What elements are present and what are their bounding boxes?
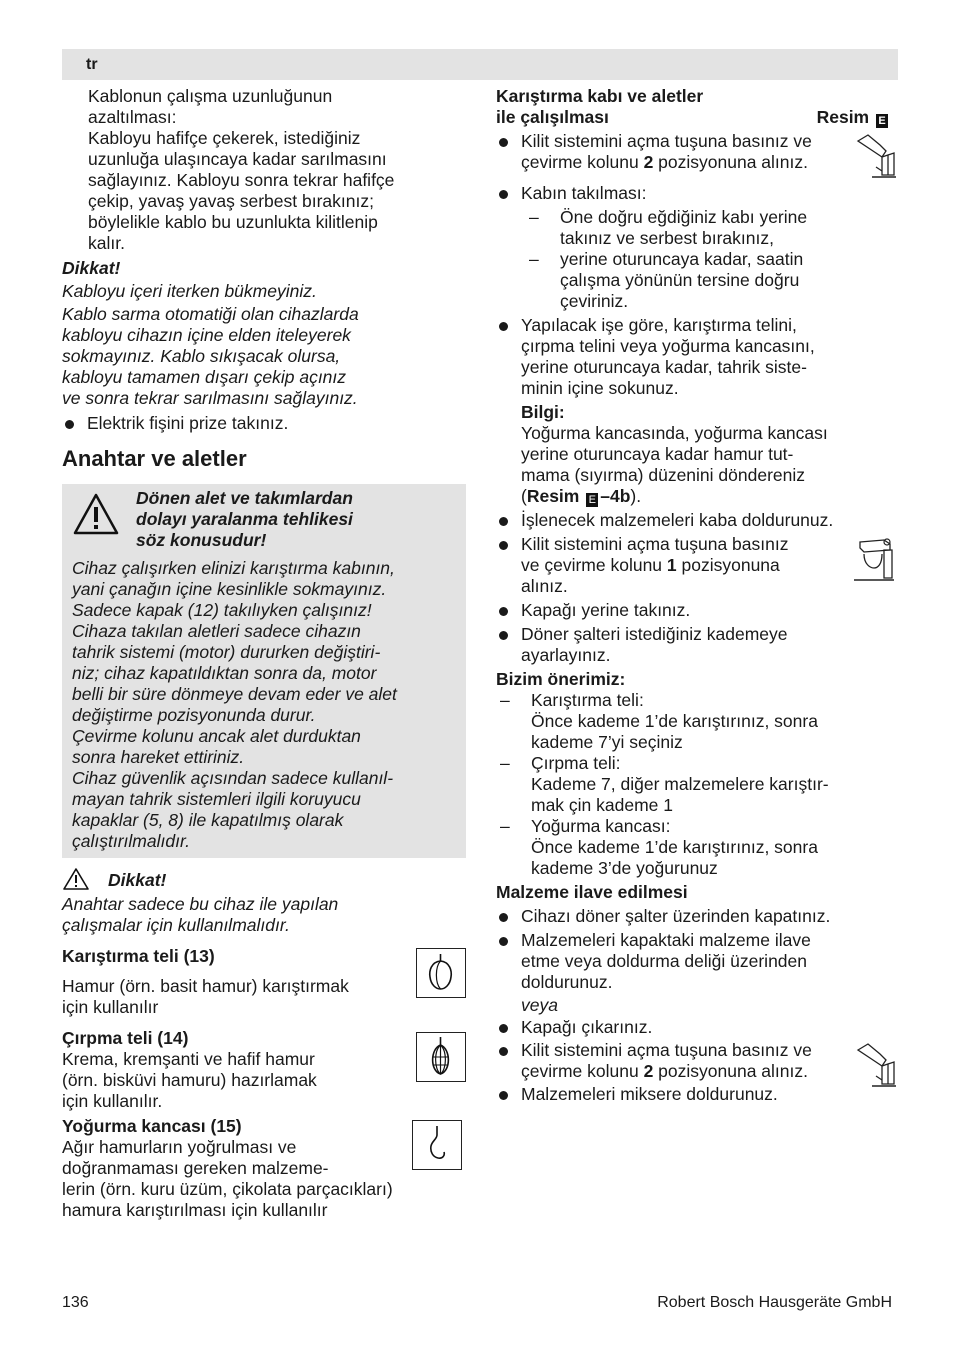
text-line: doğranmaması gereken malzeme-: [62, 1158, 329, 1178]
text-line: Kilit sistemini açma tuşuna basınız ve: [521, 1040, 812, 1060]
text-line: çırpma telini veya yoğurma kancasını,: [521, 336, 815, 356]
recommendation-item: [496, 690, 898, 753]
text-line: kabloyu tamamen dışarı çekip açınız: [62, 367, 347, 387]
text-line: Döner şalteri istediğiniz kademeye: [521, 624, 788, 644]
figure-reference: [817, 107, 898, 128]
text-line: kalır.: [88, 233, 125, 253]
caution-label: Dikkat!: [108, 870, 167, 890]
language-bar: [62, 49, 898, 80]
text-line: – Çırpma teli:: [531, 753, 621, 773]
text-line: Cihaz güvenlik açısından sadece kullanıl-: [72, 768, 394, 788]
text-line: söz konusudur!: [136, 530, 267, 550]
text-line: Krema, kremşanti ve hafif hamur: [62, 1049, 315, 1069]
text-line: çevirme kolunu 2 pozisyonuna alınız.: [521, 1061, 808, 1081]
figure-reference: (Resim E –4b).: [521, 486, 642, 506]
text-line: Kabloyu hafifçe çekerek, istediğiniz: [88, 128, 361, 148]
list-item: Kabın takılması:: [496, 183, 898, 204]
tool-beating-whisk: [62, 1028, 466, 1112]
text-line: çalışmalar için kullanılmalıdır.: [62, 915, 290, 935]
figure-label: Resim: [816, 107, 870, 127]
footer-company: Robert Bosch Hausgeräte GmbH: [657, 1294, 892, 1311]
text-line: Önce kademe 1’de karıştırınız, sonra: [531, 837, 818, 857]
text-line: Kabloyu içeri iterken bükmeyiniz.: [62, 281, 317, 301]
warning-triangle-icon: [72, 492, 120, 536]
text-line: – Öne doğru eğdiğiniz kabı yerine: [560, 207, 808, 227]
tool-title: Karıştırma teli (13): [62, 946, 215, 966]
tool-kneading-hook: [62, 1116, 466, 1221]
text-line: Hamur (örn. basit hamur) karıştırmak: [62, 976, 349, 996]
text-line: (örn. bisküvi hamuru) hazırlamak: [62, 1070, 317, 1090]
text-line: çekip, yavaş yavaş serbest bırakınız;: [88, 191, 374, 211]
text-line: sağlayınız. Kabloyu sonra tekrar hafifçe: [88, 170, 395, 190]
recommendation-heading: Bizim önerimiz:: [496, 669, 626, 689]
text-line: ayarlayınız.: [521, 645, 611, 665]
text-line: böylelikle kablo bu uzunlukta kilitlenip: [88, 212, 378, 232]
adding-ingredients-heading: Malzeme ilave edilmesi: [496, 882, 688, 902]
text-line: – Karıştırma teli:: [531, 690, 644, 710]
info-note: [496, 402, 898, 507]
text-line: Kablonun çalışma uzunluğunun: [88, 86, 333, 106]
list-item: Kapağı çıkarınız.: [496, 1017, 898, 1038]
section-title: Anahtar ve aletler: [62, 446, 247, 471]
tool-title: Yoğurma kancası (15): [62, 1116, 242, 1136]
text-line: Cihaza takılan aletleri sadece cihazın: [72, 621, 361, 641]
warning-box: [62, 484, 466, 858]
list-item: Cihazı döner şalter üzerinden kapatınız.: [496, 906, 898, 927]
text-line: takınız ve serbest bırakınız,: [560, 228, 774, 248]
text-line: doldurunuz.: [521, 972, 613, 992]
language-tag: tr: [86, 56, 98, 73]
list-item: [496, 930, 898, 993]
text-line: yani çanağın içine kesinlikle sokmayınız.: [72, 579, 387, 599]
figure-letter: E: [876, 114, 888, 128]
list-item: [496, 534, 898, 597]
text-line: mak çin kademe 1: [531, 795, 674, 815]
text-line: Anahtar sadece bu cihaz ile yapılan: [62, 894, 339, 914]
text-line: yerine oturuncaya kadar, tahrik siste-: [521, 357, 807, 377]
text-line: Çevirme kolunu ancak alet durduktan: [72, 726, 361, 746]
list-item: İşlenecek malzemeleri kaba doldurunuz.: [496, 510, 898, 531]
text-line: hamura karıştırılması için kullanılır: [62, 1200, 328, 1220]
text-line: uzunluğa ulaşıncaya kadar sarılmasını: [88, 149, 387, 169]
text-line: – yerine oturuncaya kadar, saatin: [560, 249, 804, 269]
caution-label: Dikkat!: [62, 258, 121, 278]
recommendation-item: [496, 753, 898, 816]
section-heading: ile çalışılması: [496, 107, 609, 127]
text-line: çalıştırılmalıdır.: [72, 831, 190, 851]
kneading-hook-icon: [412, 1120, 462, 1170]
text-line: belli bir süre dönmeye devam eder ve alet: [72, 684, 397, 704]
text-line: ve çevirme kolunu 1 pozisyonuna: [521, 555, 780, 575]
text-line: Malzemeleri kapaktaki malzeme ilave: [521, 930, 811, 950]
text-line: ve sonra tekrar sarılmasını sağlayınız.: [62, 388, 358, 408]
text-line: çalışma yönünün tersine doğru: [560, 270, 800, 290]
text-line: için kullanılır: [62, 997, 159, 1017]
text-line: lerin (örn. kuru üzüm, çikolata parçacıkları): [62, 1179, 393, 1199]
list-item: [496, 315, 898, 399]
text-line: Sadece kapak (12) takılıyken çalışınız!: [72, 600, 372, 620]
list-item: [496, 131, 898, 183]
text-line: kademe 3’de yoğurunuz: [531, 858, 718, 878]
page-number: 136: [62, 1294, 89, 1311]
text-line: tahrik sistemi (motor) dururken değiştiri-: [72, 642, 381, 662]
text-line: – Yoğurma kancası:: [531, 816, 671, 836]
tool-title: Çırpma teli (14): [62, 1028, 189, 1048]
list-item: [496, 624, 898, 666]
text-line: çevirme kolunu 2 pozisyonuna alınız.: [521, 152, 808, 172]
text-line: kabloyu cihazın içine elden iteleyerek: [62, 325, 351, 345]
tool-mixing-whisk: [62, 946, 466, 1018]
text-line: Ağır hamurların yoğrulması ve: [62, 1137, 297, 1157]
left-column: [62, 86, 466, 1221]
text-line: Yoğurma kancasında, yoğurma kancası: [521, 423, 828, 443]
text-line: mama (sıyırma) düzenini döndereniz: [521, 465, 806, 485]
mixer-lever-up-icon: [852, 131, 898, 183]
text-line: yerine oturuncaya kadar hamur tut-: [521, 444, 794, 464]
text-line: Kilit sistemini açma tuşuna basınız: [521, 534, 789, 554]
text-line: Cihaz çalışırken elinizi karıştırma kabının,: [72, 558, 395, 578]
text-line: sonra hareket ettiriniz.: [72, 747, 245, 767]
text-line: Dönen alet ve takımlardan: [136, 488, 353, 508]
text-line: alınız.: [521, 576, 568, 596]
text-line: Kilit sistemini açma tuşuna basınız ve: [521, 131, 812, 151]
text-line: minin içine sokunuz.: [521, 378, 679, 398]
text-line: niz; cihaz kapatıldıktan sonra da, motor: [72, 663, 377, 683]
caution-text: [62, 894, 466, 936]
text-line: çeviriniz.: [560, 291, 629, 311]
text-line: kademe 7’yi seçiniz: [531, 732, 683, 752]
warning-triangle-icon: [62, 867, 90, 891]
text-line: dolayı yaralanma tehlikesi: [136, 509, 353, 529]
warning-body: [72, 558, 456, 852]
info-label: Bilgi:: [521, 402, 565, 422]
cable-length-paragraph: [62, 86, 466, 254]
text-line: etme veya doldurma deliği üzerinden: [521, 951, 807, 971]
text-line: değiştirme pozisyonunda durur.: [72, 705, 316, 725]
caution-heading-row: [62, 870, 466, 891]
text-line: azaltılması:: [88, 107, 177, 127]
text-line: Kablo sarma otomatiği olan cihazlarda: [62, 304, 359, 324]
text-line: kapaklar (5, 8) ile kapatılmış olarak: [72, 810, 344, 830]
recommendation-item: [496, 816, 898, 879]
mixer-lever-down-icon: [850, 534, 896, 586]
sub-list-item: [496, 207, 898, 249]
text-line: Önce kademe 1’de karıştırınız, sonra: [531, 711, 818, 731]
list-item: Elektrik fişini prize takınız.: [62, 413, 466, 434]
mixing-whisk-icon: [416, 948, 466, 998]
list-item: Malzemeleri miksere doldurunuz.: [496, 1084, 898, 1105]
list-item: Kapağı yerine takınız.: [496, 600, 898, 621]
warning-heading: [72, 488, 456, 552]
text-line: Yapılacak işe göre, karıştırma telini,: [521, 315, 797, 335]
or-label: veya: [521, 995, 558, 1015]
right-column: [496, 86, 898, 1105]
beating-whisk-icon: [416, 1032, 466, 1082]
text-line: Kademe 7, diğer malzemelere karıştır-: [531, 774, 829, 794]
text-line: mayan tahrik sistemleri ilgili koruyucu: [72, 789, 361, 809]
sub-list-item: [496, 249, 898, 312]
section-heading-row: [496, 107, 898, 128]
text-line: için kullanılır.: [62, 1091, 163, 1111]
section-heading: Karıştırma kabı ve aletler: [496, 86, 704, 106]
caution-text: [62, 281, 466, 409]
text-line: sokmayınız. Kablo sıkışacak olursa,: [62, 346, 341, 366]
